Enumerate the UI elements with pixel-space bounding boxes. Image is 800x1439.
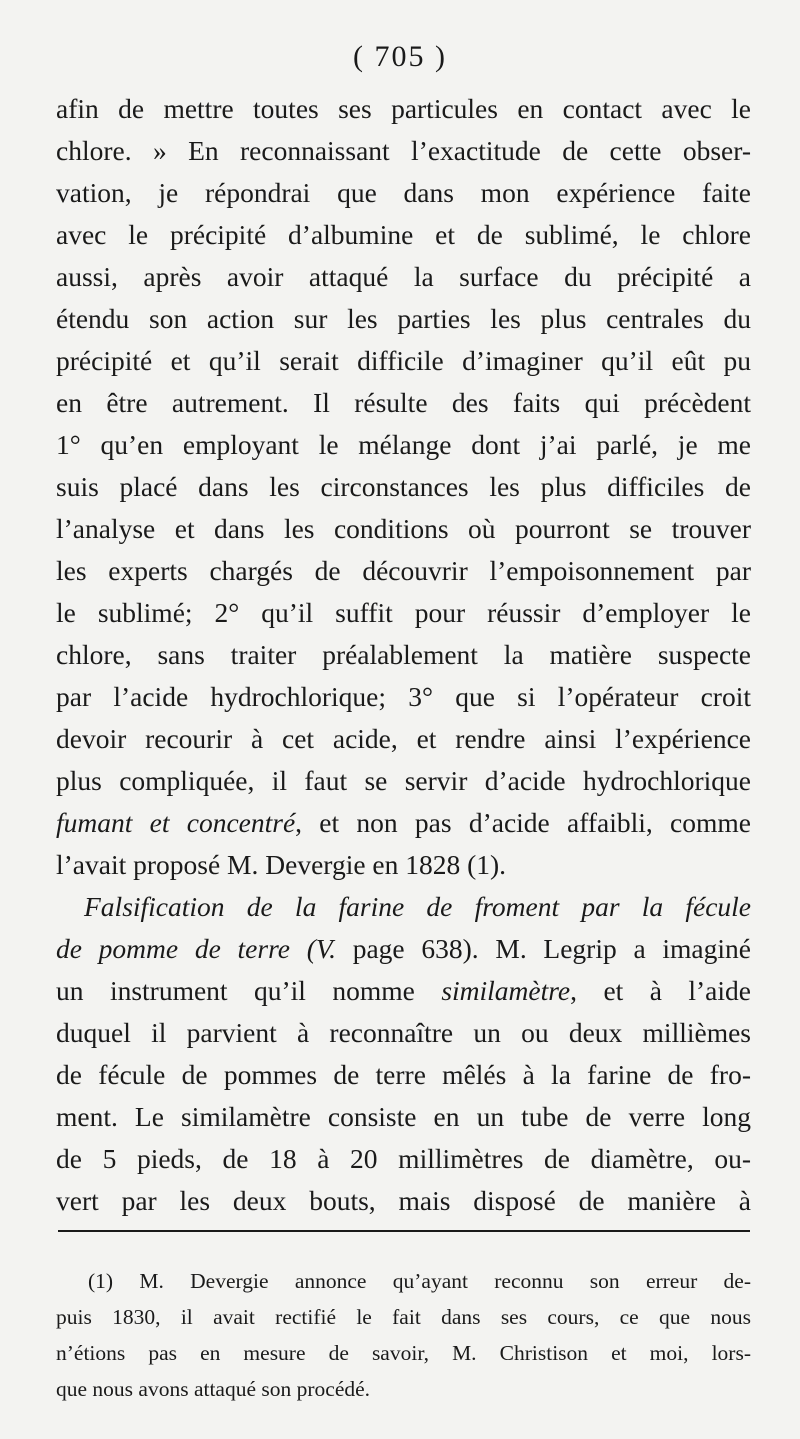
text-line: chlore. » En reconnaissant l’exactitude de cette obser- <box>56 135 751 166</box>
text-line: par l’acide hydrochlorique; 3° que si l’opérateur croit <box>56 681 751 712</box>
text-run: un instrument qu’il nomme <box>56 975 442 1006</box>
text-line: de fécule de pommes de terre mêlés à la farine de fro- <box>56 1059 751 1090</box>
text-line: 1° qu’en employant le mélange dont j’ai parlé, je me <box>56 429 751 460</box>
paragraph-end-line: l’avait proposé M. Devergie en 1828 (1). <box>56 849 507 880</box>
text-line: chlore, sans traiter préalablement la matière suspecte <box>56 639 751 670</box>
footnote-line: (1) M. Devergie annonce qu’ayant reconnu son erreur de- <box>88 1269 751 1293</box>
text-line: vert par les deux bouts, mais disposé de manière à <box>56 1185 751 1216</box>
text-line: plus compliquée, il faut se servir d’acide hydrochlorique <box>56 765 751 796</box>
text-line: précipité et qu’il serait difficile d’imaginer qu’il eût pu <box>56 345 751 376</box>
footnote-divider <box>58 1230 750 1232</box>
footnote-line: que nous avons attaqué son procédé. <box>56 1377 371 1401</box>
text-line: étendu son action sur les parties les plus centrales du <box>56 303 751 334</box>
text-line: en être autrement. Il résulte des faits qui précèdent <box>56 387 751 418</box>
italic-term: similamètre <box>441 975 571 1006</box>
footnote <box>56 1263 751 1407</box>
footnote-line: n’étions pas en mesure de savoir, M. Christison et moi, lors- <box>56 1341 751 1365</box>
text-line: de 5 pieds, de 18 à 20 millimètres de diamètre, ou- <box>56 1143 751 1174</box>
footnote-line: puis 1830, il avait rectifié le fait dans ses cours, ce que nous <box>56 1305 751 1329</box>
text-run: , et non pas d’acide affaibli, comme <box>295 807 751 838</box>
text-line <box>56 928 751 970</box>
text-line: suis placé dans les circonstances les plus difficiles de <box>56 471 751 502</box>
text-line: vation, je répondrai que dans mon expérience faite <box>56 177 751 208</box>
text-line: ment. Le similamètre consiste en un tube de verre long <box>56 1101 751 1132</box>
text-line: afin de mettre toutes ses particules en contact avec le <box>56 93 751 124</box>
text-run: page 638). M. Legrip a imaginé <box>335 933 751 964</box>
text-line: devoir recourir à cet acide, et rendre ainsi l’expérience <box>56 723 751 754</box>
text-line: l’analyse et dans les conditions où pourront se trouver <box>56 513 751 544</box>
text-line: le sublimé; 2° qu’il suffit pour réussir d’employer le <box>56 597 751 628</box>
text-line: duquel il parvient à reconnaître un ou deux millièmes <box>56 1017 751 1048</box>
text-line <box>56 802 751 844</box>
text-line: avec le précipité d’albumine et de sublimé, le chlore <box>56 219 751 250</box>
text-run: , et à l’aide <box>570 975 751 1006</box>
italic-phrase: fumant et concentré <box>56 807 296 838</box>
section-heading-line <box>56 886 751 928</box>
text-line <box>56 970 751 1012</box>
section-heading: Falsification de la farine de froment par la fécule <box>84 891 751 922</box>
text-line: aussi, après avoir attaqué la surface du précipité a <box>56 261 751 292</box>
text-line: les experts chargés de découvrir l’empoisonnement par <box>56 555 751 586</box>
body-text <box>56 88 751 1222</box>
italic-phrase: de pomme de terre (V. <box>56 933 336 964</box>
page-number: ( 705 ) <box>353 40 447 73</box>
